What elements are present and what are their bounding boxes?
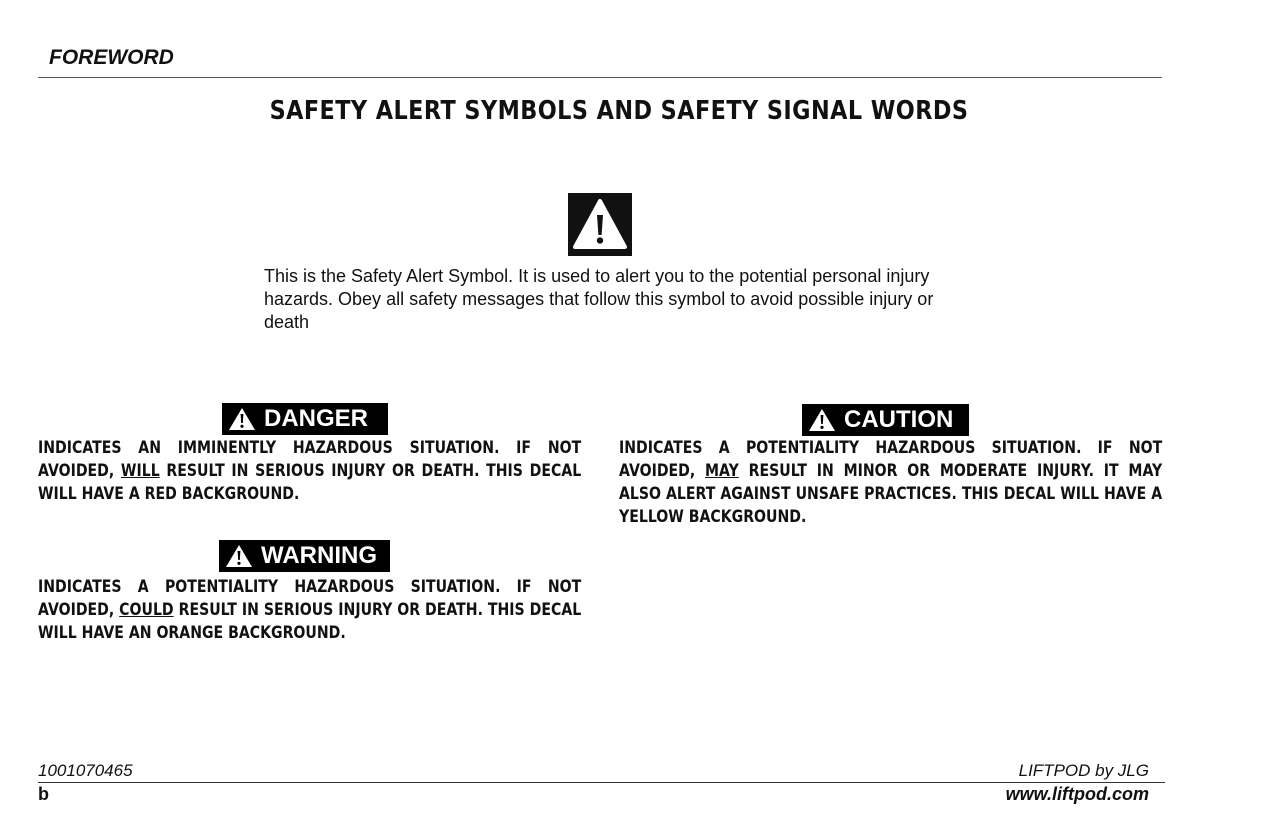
safety-alert-triangle-icon (568, 193, 632, 256)
danger-keyword: WILL (120, 461, 160, 481)
alert-triangle-icon (225, 544, 253, 568)
page-number: b (38, 784, 49, 804)
website-link[interactable]: www.liftpod.com (1005, 784, 1149, 804)
warning-description-body (38, 576, 581, 645)
warning-label-text: WARNING (261, 542, 377, 569)
danger-text-after: RESULT IN SERIOUS INJURY OR DEATH. THIS DECAL WILL HAVE A RED BACKGROUND. (38, 461, 582, 504)
caution-label-text: CAUTION (844, 406, 954, 433)
caution-signal-label (802, 404, 969, 436)
header-divider (38, 77, 1162, 78)
alert-triangle-icon (228, 407, 256, 431)
warning-signal-label (219, 540, 390, 572)
danger-description-body (38, 437, 581, 506)
safety-alert-description: This is the Safety Alert Symbol. It is used to alert you to the potential personal injury hazards. Obey all safety messages that follow this symbol to avoid possible injury or death (264, 266, 934, 332)
alert-triangle-icon (808, 408, 836, 432)
warning-description (38, 576, 581, 645)
warning-text-after: RESULT IN SERIOUS INJURY OR DEATH. THIS DECAL WILL HAVE AN ORANGE BACKGROUND. (38, 600, 582, 643)
page-title: SAFETY ALERT SYMBOLS AND SAFETY SIGNAL WORDS (269, 96, 969, 126)
warning-text-before: INDICATES A POTENTIALITY HAZARDOUS SITUATION. IF NOT AVOIDED, (38, 577, 582, 620)
document-number: 1001070465 (38, 761, 133, 780)
danger-signal-label (222, 403, 388, 435)
warning-keyword: COULD (119, 600, 174, 620)
caution-keyword: MAY (705, 461, 739, 481)
footer-divider (38, 782, 1165, 783)
caution-description (619, 437, 1162, 529)
caution-text-after: RESULT IN MINOR OR MODERATE INJURY. IT MAY ALSO ALERT AGAINST UNSAFE PRACTICES. THIS DECAL WILL HAVE A YELLOW BACKGROUND. (619, 461, 1163, 527)
caution-description-body (619, 437, 1162, 529)
danger-text-before: INDICATES AN IMMINENTLY HAZARDOUS SITUATION. IF NOT AVOIDED, (38, 438, 582, 481)
danger-label-text: DANGER (264, 405, 369, 432)
caution-text-before: INDICATES A POTENTIALITY HAZARDOUS SITUATION. IF NOT AVOIDED, (619, 438, 1163, 481)
danger-description (38, 437, 581, 506)
brand-name: LIFTPOD by JLG (1018, 761, 1149, 780)
section-title: FOREWORD (49, 46, 174, 69)
